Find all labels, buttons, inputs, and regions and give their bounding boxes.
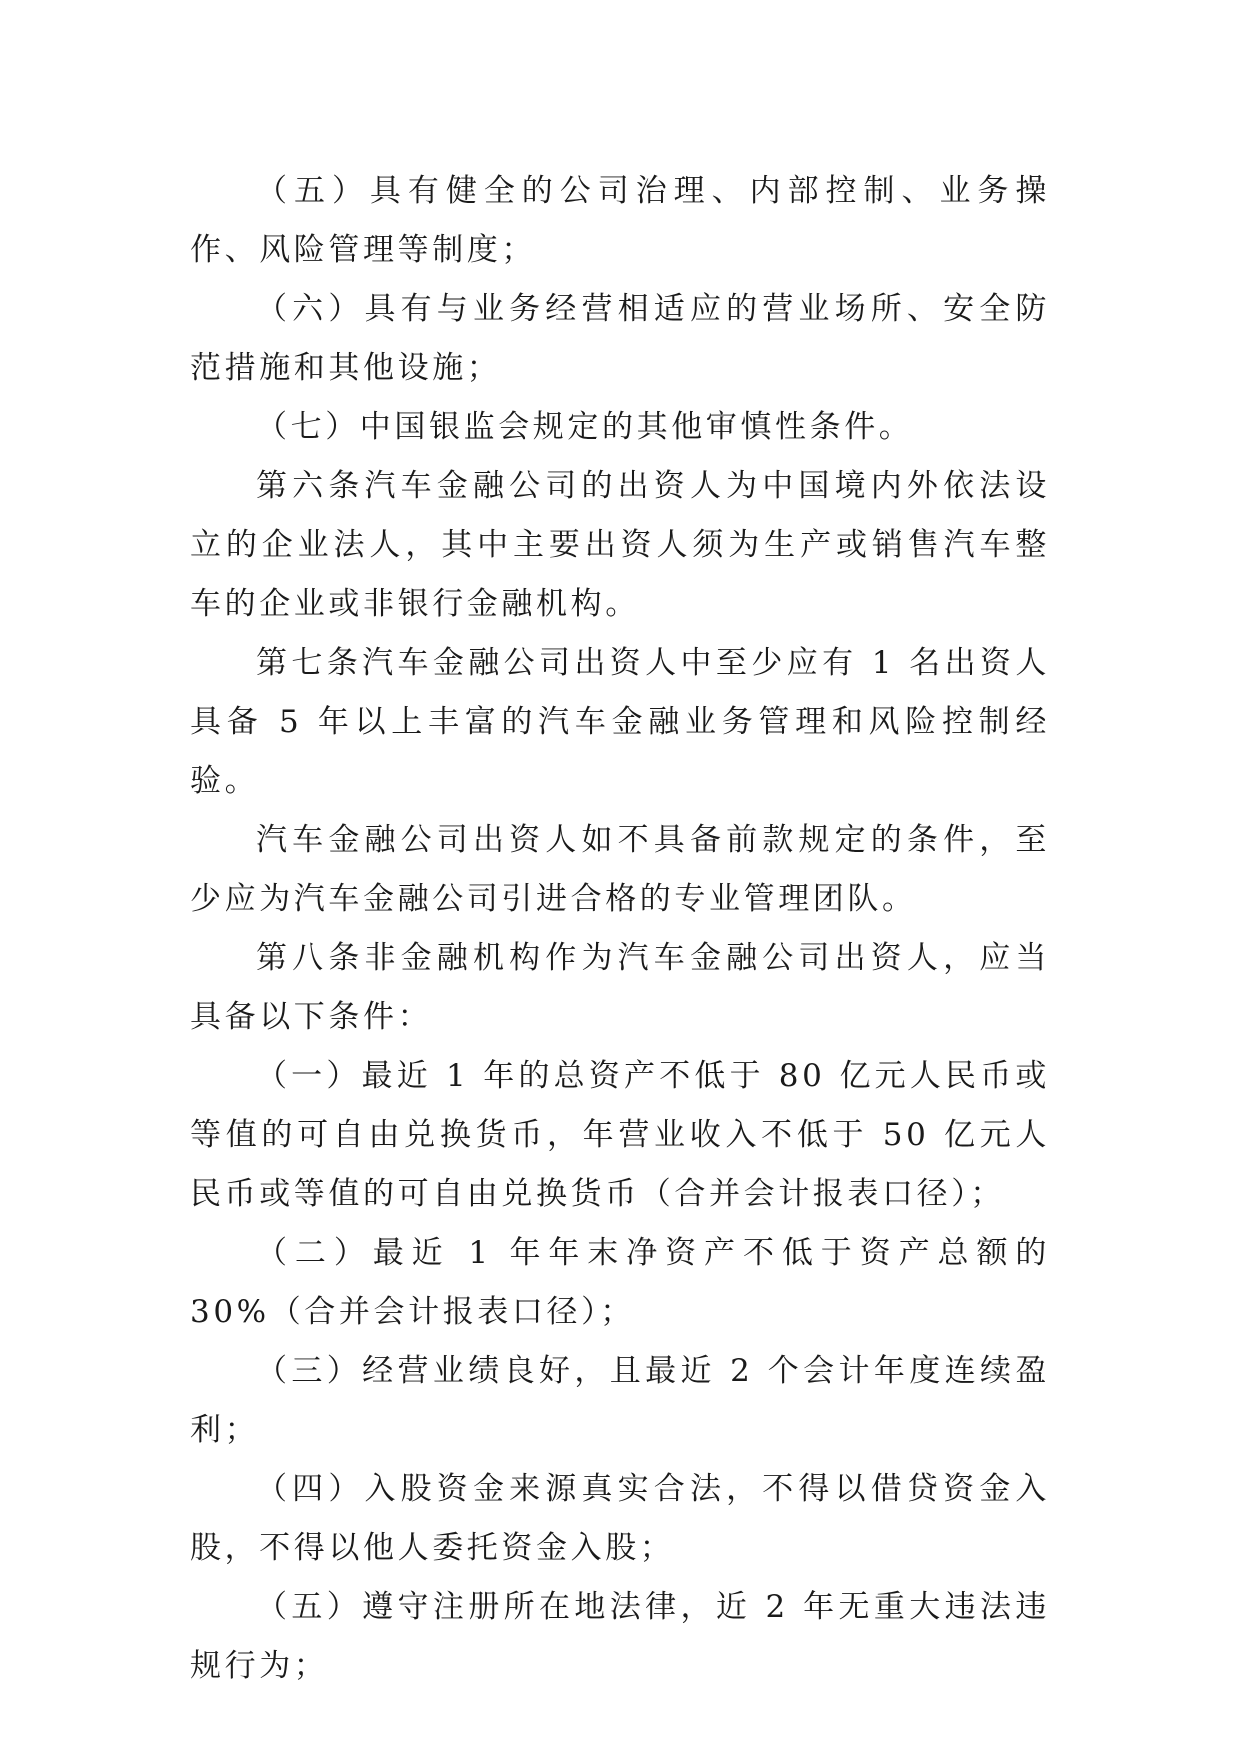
document-body — [190, 162, 1050, 1696]
paragraph-article-7-note: 汽车金融公司出资人如不具备前款规定的条件，至少应为汽车金融公司引进合格的专业管理团队。 — [190, 822, 1050, 917]
paragraph-condition-5: （五）遵守注册所在地法律，近 2 年无重大违法违规行为； — [190, 1589, 1050, 1684]
paragraph-condition-3: （三）经营业绩良好，且最近 2 个会计年度连续盈利； — [190, 1353, 1050, 1448]
paragraph-condition-4: （四）入股资金来源真实合法，不得以借贷资金入股，不得以他人委托资金入股； — [190, 1471, 1050, 1566]
paragraph-article-6: 第六条汽车金融公司的出资人为中国境内外依法设立的企业法人，其中主要出资人须为生产或销售汽车整车的企业或非银行金融机构。 — [190, 468, 1050, 622]
paragraph-item-6: （六）具有与业务经营相适应的营业场所、安全防范措施和其他设施； — [190, 291, 1050, 386]
paragraph-condition-2: （二）最近 1 年年末净资产不低于资产总额的 30%（合并会计报表口径）； — [190, 1235, 1050, 1330]
paragraph-item-7: （七）中国银监会规定的其他审慎性条件。 — [256, 409, 914, 445]
paragraph-article-7: 第七条汽车金融公司出资人中至少应有 1 名出资人具备 5 年以上丰富的汽车金融业务管理和风险控制经验。 — [190, 645, 1050, 799]
paragraph-article-8: 第八条非金融机构作为汽车金融公司出资人，应当具备以下条件： — [190, 940, 1050, 1035]
paragraph-condition-1: （一）最近 1 年的总资产不低于 80 亿元人民币或等值的可自由兑换货币，年营业收入不低于 50 亿元人民币或等值的可自由兑换货币（合并会计报表口径）； — [190, 1058, 1050, 1212]
paragraph-item-5: （五）具有健全的公司治理、内部控制、业务操作、风险管理等制度； — [190, 173, 1050, 268]
